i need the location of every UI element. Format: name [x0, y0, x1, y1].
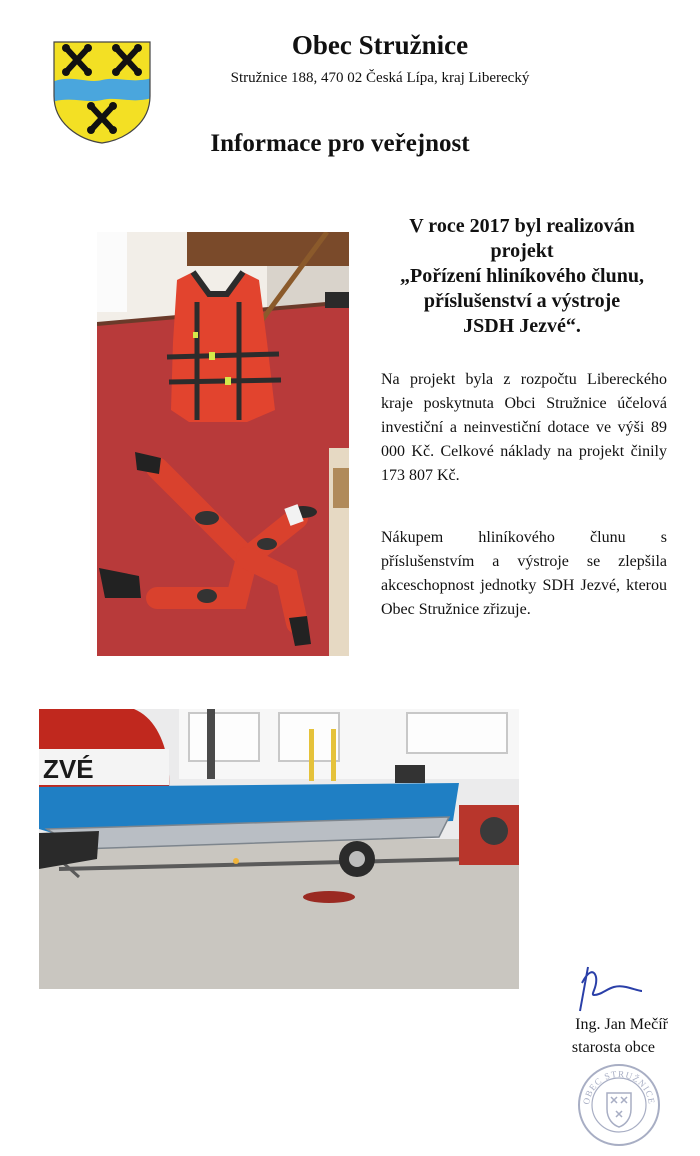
life-vest-photo: [97, 232, 349, 448]
municipal-stamp: [577, 1063, 661, 1147]
signer-name: Ing. Jan Mečíř: [575, 1016, 668, 1033]
aluminium-boat-photo: [39, 709, 519, 989]
dry-suit-photo: [97, 448, 349, 656]
project-intro-line: V roce 2017 byl realizován: [409, 215, 635, 237]
purpose-paragraph: Nákupem hliníkového člunu s příslušenstvím a výstroje se zlepšila akceschopnost jednotky SDH Jezvé, kterou Obec Stružnice zřizuje.: [381, 529, 667, 618]
coat-of-arms: [52, 40, 152, 144]
project-intro-line: projekt: [490, 240, 554, 262]
signature-scribble: [570, 965, 650, 1013]
municipality-address: Stružnice 188, 470 02 Česká Lípa, kraj Liberecký: [230, 70, 530, 86]
funding-paragraph: Na projekt byla z rozpočtu Libereckého kraje poskytnuta Obci Stružnice účelová investiční a neinvestiční dotace ve výši 89 000 Kč. Celkové náklady na projekt činily 173 807 Kč.: [381, 371, 667, 484]
project-title: [372, 214, 672, 339]
page-heading: Informace pro veřejnost: [210, 130, 470, 157]
municipality-title: Obec Stružnice: [291, 30, 469, 60]
boat-sign-text: ZVÉ: [43, 754, 94, 784]
stamp-text: OBEC STRUŽNICE: [580, 1068, 657, 1106]
project-name-line: příslušenství a výstroje: [423, 290, 621, 312]
project-name-line: „Pořízení hliníkového člunu,: [400, 265, 644, 287]
signer-role: starosta obce: [571, 1039, 655, 1056]
project-name-line: JSDH Jezvé“.: [463, 315, 581, 337]
